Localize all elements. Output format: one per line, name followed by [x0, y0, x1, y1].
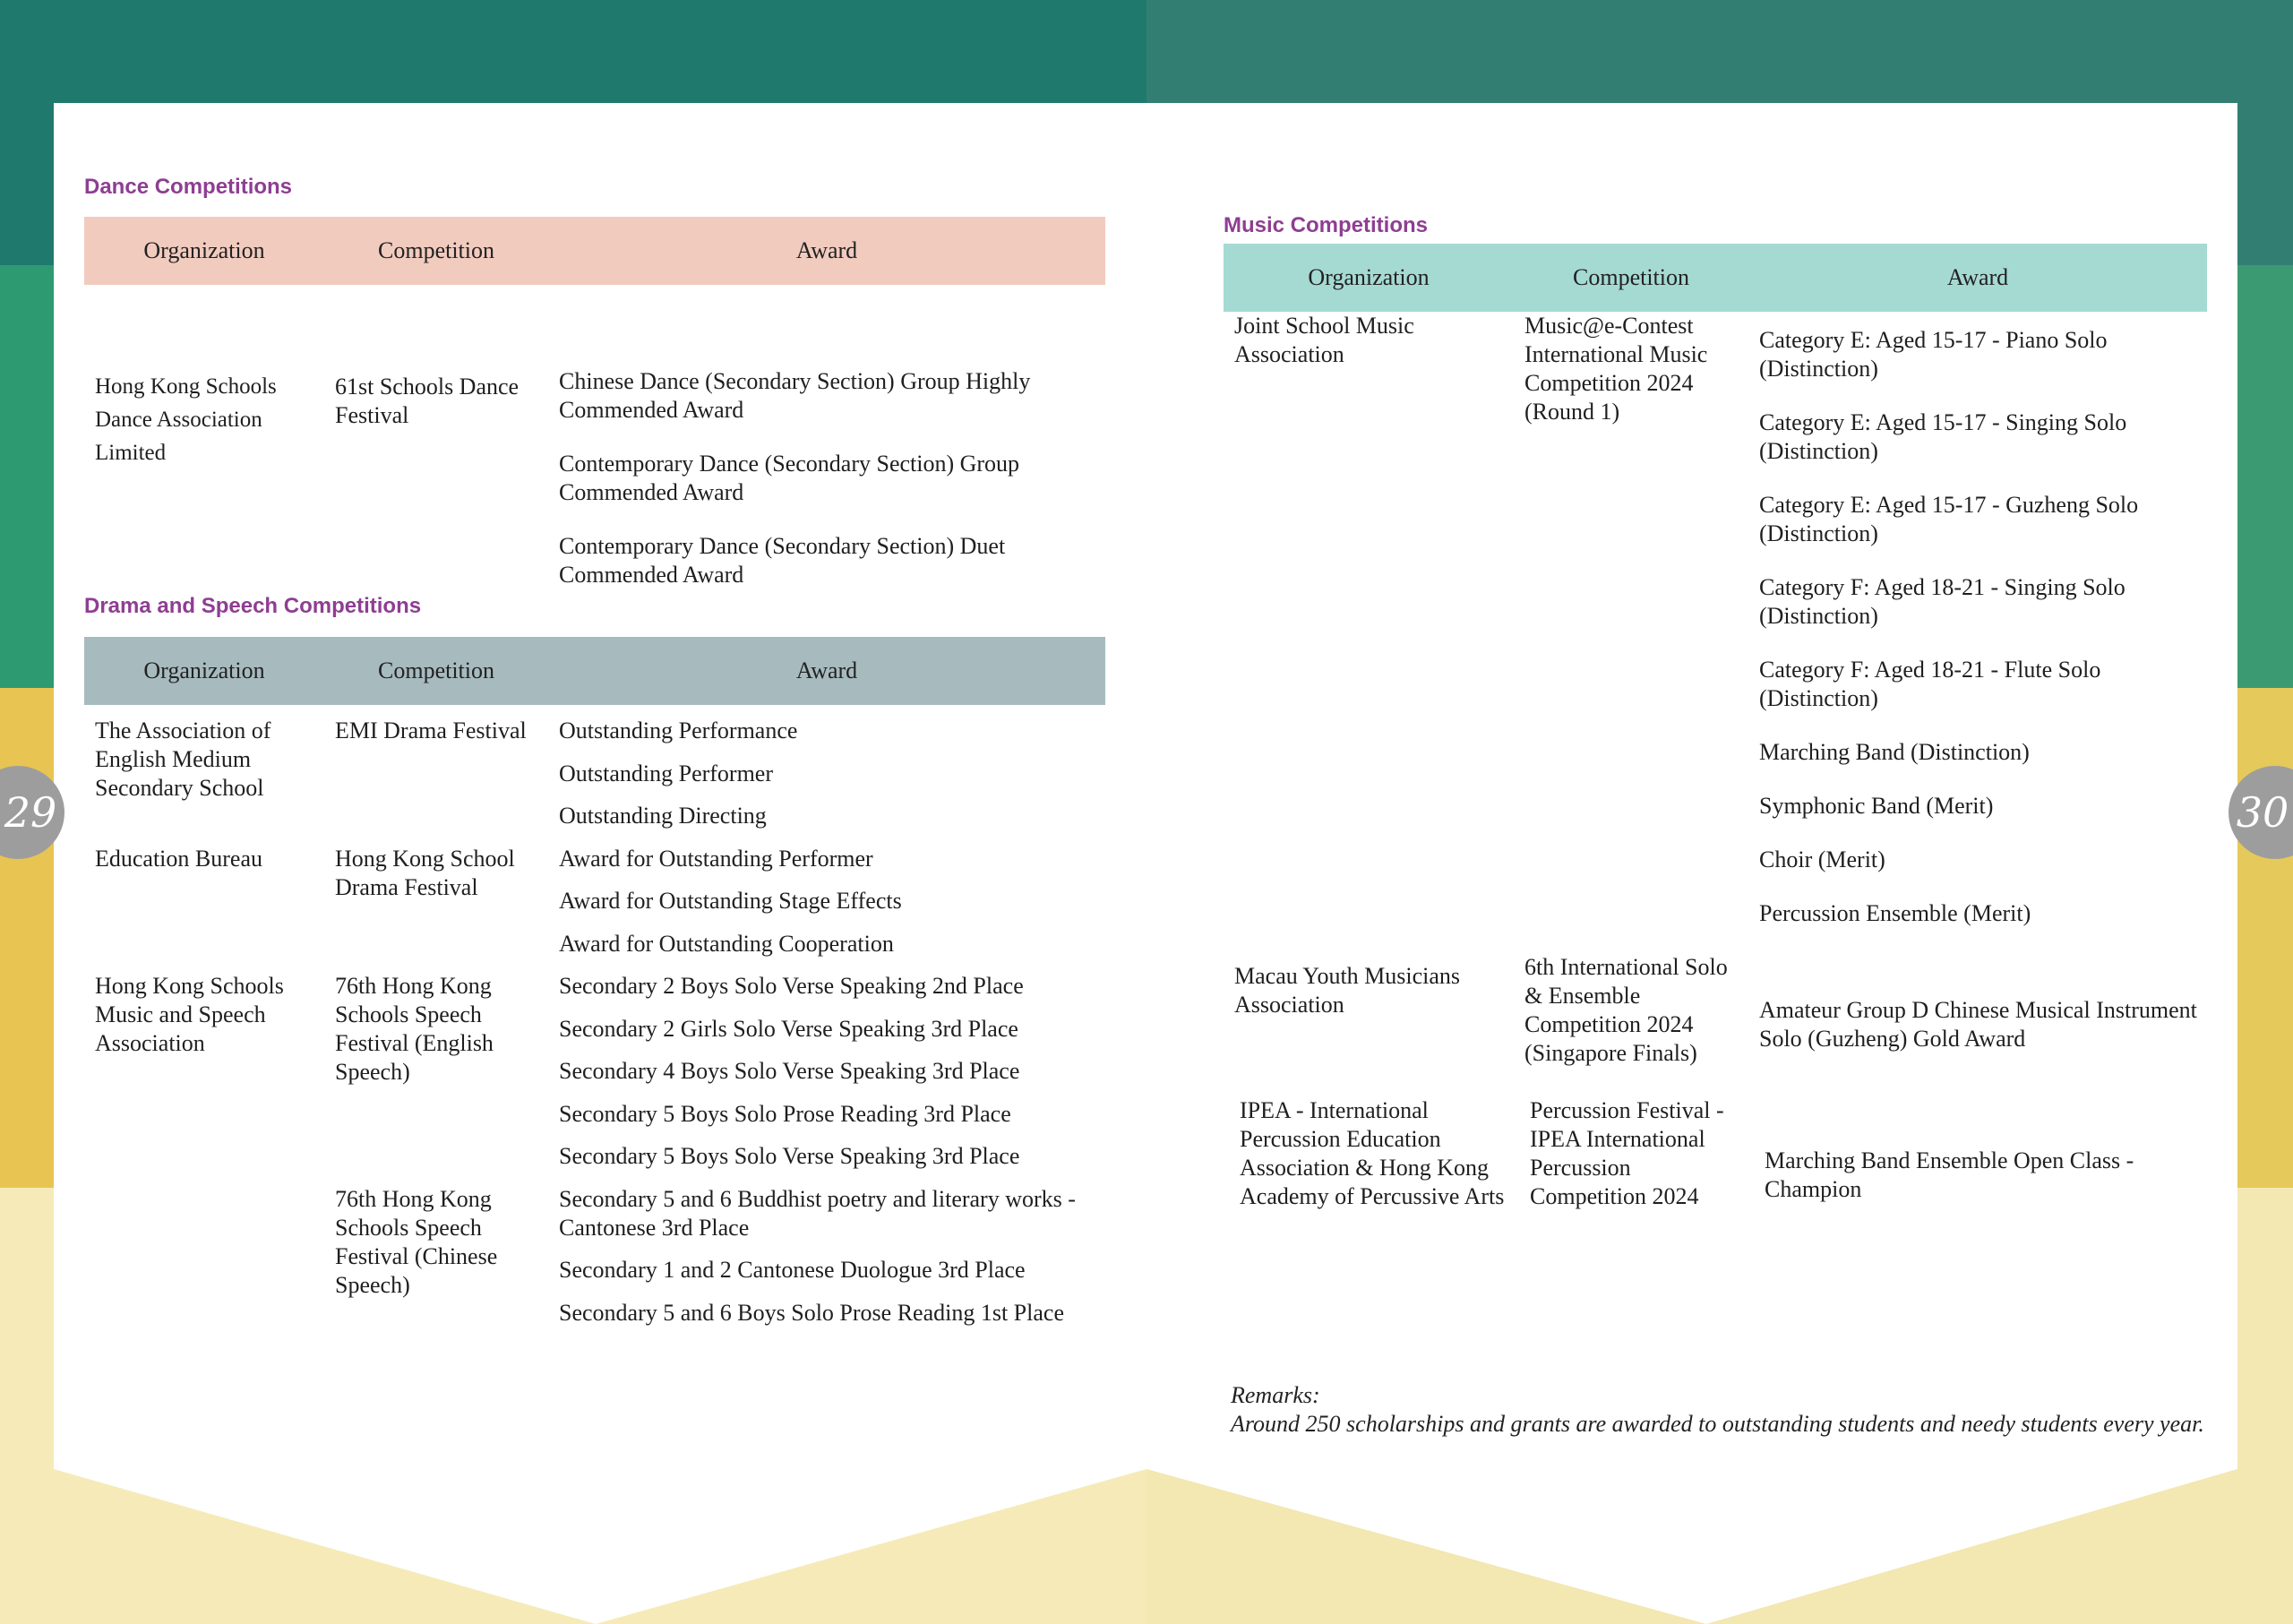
organization-cell: Joint School Music Association: [1234, 313, 1414, 367]
award-item: Award for Outstanding Performer: [559, 845, 873, 872]
music-header-award: Award: [1748, 244, 2207, 312]
award-cell: [548, 285, 1105, 614]
table-row: [84, 972, 1105, 1185]
table-row: [1224, 312, 2207, 953]
award-item: Category E: Aged 15-17 - Singing Solo (Distinction): [1759, 409, 2127, 464]
drama-header-organization: Organization: [84, 637, 324, 705]
drama-header-row: [84, 637, 1105, 705]
award-item: Marching Band Ensemble Open Class - Champion: [1765, 1147, 2134, 1202]
dance-section-title: Dance Competitions: [84, 175, 293, 199]
award-cell: [1748, 312, 2207, 953]
award-item: Category E: Aged 15-17 - Guzheng Solo (Distinction): [1759, 492, 2139, 546]
award-item: Contemporary Dance (Secondary Section) Duet Commended Award: [559, 533, 1006, 588]
award-item: Secondary 4 Boys Solo Verse Speaking 3rd Place: [559, 1058, 1020, 1084]
award-item: Category F: Aged 18-21 - Singing Solo (Distinction): [1759, 574, 2126, 629]
organization-cell: IPEA - International Percussion Education Association & Hong Kong Academy of Percussive Arts: [1240, 1097, 1505, 1209]
organization-cell: Education Bureau: [95, 845, 262, 872]
table-row: [1224, 1096, 2207, 1253]
competition-cell: Music@e-Contest International Music Competition 2024 (Round 1): [1524, 313, 1708, 425]
award-item: Outstanding Performance: [559, 717, 798, 743]
competition-cell: 76th Hong Kong Schools Speech Festival (English Speech): [335, 973, 494, 1085]
dance-header-award: Award: [548, 217, 1105, 285]
dance-header-row: [84, 217, 1105, 285]
award-item: Outstanding Directing: [559, 803, 767, 829]
award-item: Secondary 1 and 2 Cantonese Duologue 3rd Place: [559, 1257, 1026, 1283]
award-item: Chinese Dance (Secondary Section) Group Highly Commended Award: [559, 368, 1031, 423]
award-item: Contemporary Dance (Secondary Section) Group Commended Award: [559, 451, 1020, 505]
award-item: Choir (Merit): [1759, 846, 1885, 872]
music-table: [1224, 244, 2207, 1253]
competition-cell: 6th International Solo & Ensemble Competition 2024 (Singapore Finals): [1524, 954, 1728, 1066]
competition-cell: Percussion Festival - IPEA International Percussion Competition 2024: [1530, 1097, 1724, 1209]
award-item: Percussion Ensemble (Merit): [1759, 900, 2031, 926]
table-row: [84, 845, 1105, 973]
remarks-text: Around 250 scholarships and grants are awarded to outstanding students and needy students every year.: [1231, 1411, 2204, 1437]
organization-cell: Hong Kong Schools Music and Speech Association: [95, 973, 284, 1056]
organization-cell: [84, 1185, 324, 1342]
award-item: Symphonic Band (Merit): [1759, 793, 1994, 819]
dance-header-organization: Organization: [84, 217, 324, 285]
dance-header-competition: Competition: [324, 217, 548, 285]
dance-table: [84, 217, 1105, 614]
music-header-competition: Competition: [1514, 244, 1748, 312]
table-row: [1224, 953, 2207, 1096]
organization-cell: Macau Youth Musicians Association: [1234, 963, 1461, 1018]
award-item: Award for Outstanding Cooperation: [559, 930, 894, 957]
award-item: Amateur Group D Chinese Musical Instrument Solo (Guzheng) Gold Award: [1759, 997, 2197, 1052]
competition-cell: Hong Kong School Drama Festival: [335, 845, 515, 900]
drama-header-competition: Competition: [324, 637, 548, 705]
award-item: Marching Band (Distinction): [1759, 739, 2030, 765]
drama-section-title: Drama and Speech Competitions: [84, 594, 422, 618]
music-header-row: [1224, 244, 2207, 312]
drama-table: [84, 637, 1105, 1341]
award-item: Category F: Aged 18-21 - Flute Solo (Distinction): [1759, 657, 2101, 711]
award-cell: [548, 705, 1105, 845]
award-item: Secondary 2 Girls Solo Verse Speaking 3rd Place: [559, 1015, 1018, 1042]
remarks: [1231, 1381, 2216, 1439]
organization-cell: The Association of English Medium Secondary School: [95, 717, 271, 801]
music-section-title: Music Competitions: [1224, 213, 1429, 237]
award-cell: [1748, 953, 2207, 1096]
award-cell: [1748, 1096, 2207, 1253]
competition-cell: 61st Schools Dance Festival: [335, 374, 520, 428]
drama-header-award: Award: [548, 637, 1105, 705]
award-item: Outstanding Performer: [559, 760, 774, 786]
award-item: Award for Outstanding Stage Effects: [559, 888, 902, 914]
table-row: [84, 705, 1105, 845]
award-item: Secondary 5 Boys Solo Prose Reading 3rd Place: [559, 1100, 1011, 1127]
table-row: [84, 1185, 1105, 1342]
award-item: Secondary 2 Boys Solo Verse Speaking 2nd Place: [559, 973, 1024, 999]
competition-cell: 76th Hong Kong Schools Speech Festival (Chinese Speech): [335, 1185, 498, 1298]
award-cell: [548, 845, 1105, 973]
organization-cell: Hong Kong Schools Dance Association Limited: [95, 374, 277, 465]
remarks-label: Remarks:: [1231, 1382, 1320, 1408]
award-cell: [548, 1185, 1105, 1342]
table-row: [84, 285, 1105, 614]
page-number-left-text: 29: [4, 788, 57, 837]
award-item: Category E: Aged 15-17 - Piano Solo (Distinction): [1759, 327, 2108, 382]
page-number-right-text: 30: [2236, 788, 2289, 837]
award-item: Secondary 5 and 6 Buddhist poetry and literary works - Cantonese 3rd Place: [559, 1185, 1076, 1241]
award-cell: [548, 972, 1105, 1185]
competition-cell: EMI Drama Festival: [335, 717, 527, 743]
award-item: Secondary 5 and 6 Boys Solo Prose Reading 1st Place: [559, 1299, 1064, 1326]
music-header-organization: Organization: [1224, 244, 1514, 312]
award-item: Secondary 5 Boys Solo Verse Speaking 3rd Place: [559, 1143, 1020, 1169]
